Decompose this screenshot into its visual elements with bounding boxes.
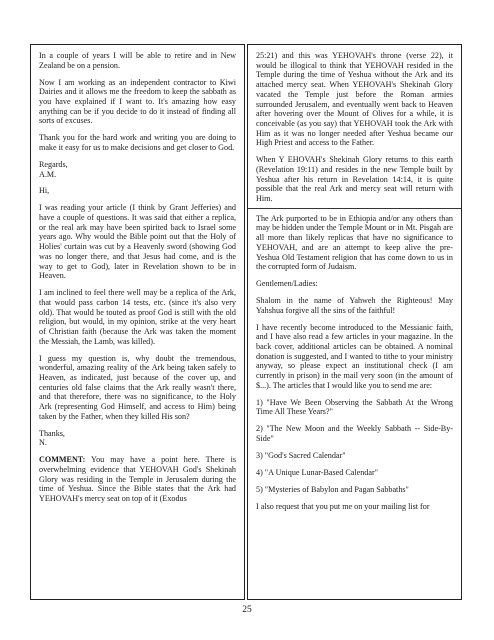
paragraph-retire: In a couple of years I will be able to retire and in New Zealand be on a pension. [39,51,236,70]
article-request-4: 4) "A Unique Lunar-Based Calendar" [256,467,378,477]
section-divider [248,208,461,209]
article-request-1: 1) "Have We Been Observing the Sabbath At the Wrong Time All These Years?" [256,397,453,417]
paragraph-replica: I am inclined to feel there well may be a replica of the Ark, that would pass carbon 14 tests, etc. (since it's also very old). That would be touted as proof God is still with the old religion, but would, in my opinion, strike at the very heart of Christian faith (because the Ark was taken the moment the Messiah, the Lamb, was killed). [39,288,236,346]
comment-text: You may have a point here. There is overwhelming evidence that YEHOVAH God's Shekinah Glory was residing in the Temple in Jerusalem during the time of Yeshua. Since the Bible states that the Ark had YEHOVAH's mercy seat on top of it (Exodus [39,455,236,504]
paragraph-question: I guess my question is, why doubt the tremendous, wonderful, amazing reality of the Ark being taken safely to Heaven, as indicated, just because of the cover up, and centuries old false claims that the Ark really wasn't there, and that therefore, there was no significance, to the Holy Ark (representing God Himself, and access to Him) being taken by the Father, when they killed His son? [39,353,236,421]
paragraph-messianic: I have recently become introduced to the Messianic faith, and I have also read a few articles in your magazine. In the back cover, additional articles can be obtained. A nominal donation is suggested, and I wanted to tithe to your ministry anyway, so please expect an institutional check (I am currently in prison) in the mail very soon (in the amount of $...). The articles that I would like you to send me are: [256,322,453,390]
signature-n: Thanks, N. [39,428,65,448]
paragraph-shekinah-returns: When Y EHOVAH's Shekinah Glory returns to this earth (Revelation 19:11) and resides in the new Temple built by Yeshua after his return in Revelation 14:14, it is quite possible that the real Ark and mercy seat will return with Him. [256,155,453,204]
paragraph-thanks: Thank you for the hard work and writing you are doing to make it easy for us to make decisions and get closer to God. [39,133,236,152]
article-request-5: 5) "Mysteries of Babylon and Pagan Sabbaths" [256,484,409,494]
right-column [247,44,462,600]
signature-am: Regards, A.M. [39,159,68,179]
article-request-2: 2) "The New Moon and the Weekly Sabbath -- Side-By-Side" [256,424,453,444]
comment-label: COMMENT: [39,455,86,465]
paragraph-mailing-list: I also request that you put me on your mailing list for [256,501,430,511]
paragraph-contractor: Now I am working as an independent contractor to Kiwi Dairies and it allows me the freedom to keep the sabbath as you have explained if I want to. It's amazing how easy anything can be if you decide to do it instead of finding all sorts of excuses. [39,77,236,126]
article-request-3: 3) "God's Sacred Calendar" [256,450,346,460]
greeting-hi: Hi, [39,186,50,196]
left-column [30,44,245,600]
paragraph-shalom: Shalom in the name of Yahweh the Righteous! May Yahshua forgive all the sins of the faithful! [256,296,453,315]
comment-paragraph [39,455,236,504]
paragraph-exodus-continued: 25:21) and this was YEHOVAH's throne (verse 22), it would be illogical to think that YEHOVAH resided in the Temple during the time of Yeshua without the Ark and its attached mercy seat. When YEHOVAH's Shekinah Glory vacated the Temple just before the Roman armies surrounded Jerusalem, and eventually went back to Heaven after hovering over the Mount of Olives for a while, it is conceivable (as you say) that YEHOVAH took the Ark with Him as it was no longer needed after Yeshua became our High Priest and access to the Father. [256,51,453,148]
paragraph-article-question: I was reading your article (I think by Grant Jefferies) and have a couple of questions. It was said that either a replica, or the real ark may have been spirited back to Israel some years ago. Why would the Bible point out that the Holy of Holies' curtain was cut by a Heavenly sword (showing God was no longer there, and that Jesus had come, and is the way to get to God), later in Revelation shown to be in Heaven. [39,203,236,281]
paragraph-ethiopia-ark: The Ark purported to be in Ethiopia and/or any others than may be hidden under the Temple Mount or in Mt. Pisgah are all more than likely replicas that have no significance to YEHOVAH, and are an attempt to keep alive the pre-Yeshua Old Testament religion that has come down to us in the corrupted form of Judaism. [256,213,453,272]
page-number: 25 [242,605,252,615]
greeting-gentlemen: Gentlemen/Ladies: [256,279,318,289]
